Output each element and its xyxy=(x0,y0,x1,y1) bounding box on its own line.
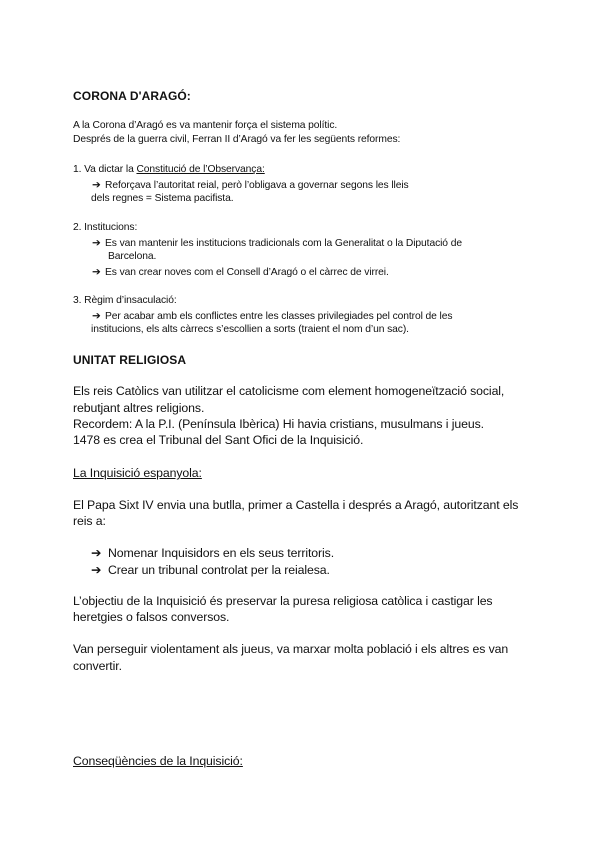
corona-intro-line2: Després de la guerra civil, Ferran II d’Aragó va fer les següents reformes: xyxy=(73,134,401,145)
corona-item2-title: 2. Institucions: xyxy=(73,222,138,233)
arrow-icon: ➔ xyxy=(92,238,101,249)
unitat-p4-line1: Van perseguir violentament als jueus, va marxar molta població i els altres es van xyxy=(73,642,509,656)
corona-item2-sub1-line1: Es van mantenir les institucions tradicionals com la Generalitat o la Diputació de xyxy=(105,238,462,249)
arrow-icon: ➔ xyxy=(91,546,102,560)
section-title-corona: CORONA D'ARAGÓ: xyxy=(73,89,191,103)
corona-item3-sub-line2: institucions, els alts càrrecs s’escollien a sorts (traient el nom d’un sac). xyxy=(91,324,409,335)
unitat-bullet2-text: Crear un tribunal controlat per la reialesa. xyxy=(108,563,330,577)
unitat-bullet1-text: Nomenar Inquisidors en els seus territoris. xyxy=(108,546,335,560)
corona-item2-sub2-text: Es van crear noves com el Consell d’Aragó o el càrrec de virrei. xyxy=(105,267,389,278)
corona-item1 xyxy=(73,164,265,175)
inquisicio-heading: La Inquisició espanyola: xyxy=(73,466,202,480)
unitat-p1-line4: 1478 es crea el Tribunal del Sant Ofici de la Inquisició. xyxy=(73,433,364,447)
corona-item1-prefix: 1. Va dictar la xyxy=(73,164,137,175)
corona-item2-sub2 xyxy=(92,266,389,278)
corona-item3-sub-line1: Per acabar amb els conflictes entre les classes privilegiades pel control de les xyxy=(105,311,453,322)
arrow-icon: ➔ xyxy=(91,563,102,577)
section-title-unitat: UNITAT RELIGIOSA xyxy=(73,353,187,367)
corona-item1-sub xyxy=(92,179,409,191)
arrow-icon: ➔ xyxy=(92,267,101,278)
corona-item3-title: 3. Règim d’insaculació: xyxy=(73,295,177,306)
unitat-bullet2 xyxy=(91,563,330,577)
arrow-icon: ➔ xyxy=(92,180,101,191)
corona-item1-sub-line2: dels regnes = Sistema pacifista. xyxy=(91,193,234,204)
unitat-p1-line3: Recordem: A la P.I. (Península Ibèrica) Hi havia cristians, musulmans i jueus. xyxy=(73,417,484,431)
constitucio-observanca-link: Constitució de l’Observança: xyxy=(136,164,265,175)
corona-item2-sub1-line2: Barcelona. xyxy=(108,251,157,262)
unitat-p2-line1: El Papa Sixt IV envia una butlla, primer a Castella i després a Aragó, autoritzant els xyxy=(73,498,519,512)
unitat-p3-line2: heretgies o falsos conversos. xyxy=(73,610,230,624)
corona-intro-line1: A la Corona d’Aragó es va mantenir força el sistema polític. xyxy=(73,120,338,131)
unitat-p1-line2: rebutjant altres religions. xyxy=(73,401,205,415)
unitat-p1-line1: Els reis Catòlics van utilitzar el catolicisme com element homogeneïtzació social, xyxy=(73,384,505,398)
corona-item3-sub xyxy=(92,310,452,322)
unitat-p2-line2: reis a: xyxy=(73,514,106,528)
unitat-p4-line2: convertir. xyxy=(73,659,122,673)
unitat-bullet1 xyxy=(91,546,334,560)
unitat-p3-line1: L’objectiu de la Inquisició és preservar la puresa religiosa catòlica i castigar les xyxy=(73,594,493,608)
arrow-icon: ➔ xyxy=(92,311,101,322)
corona-item1-sub-line1: Reforçava l’autoritat reial, però l’obligava a governar segons les lleis xyxy=(105,180,409,191)
consequencies-heading: Conseqüències de la Inquisició: xyxy=(73,754,243,768)
corona-item2-sub1 xyxy=(92,237,462,249)
